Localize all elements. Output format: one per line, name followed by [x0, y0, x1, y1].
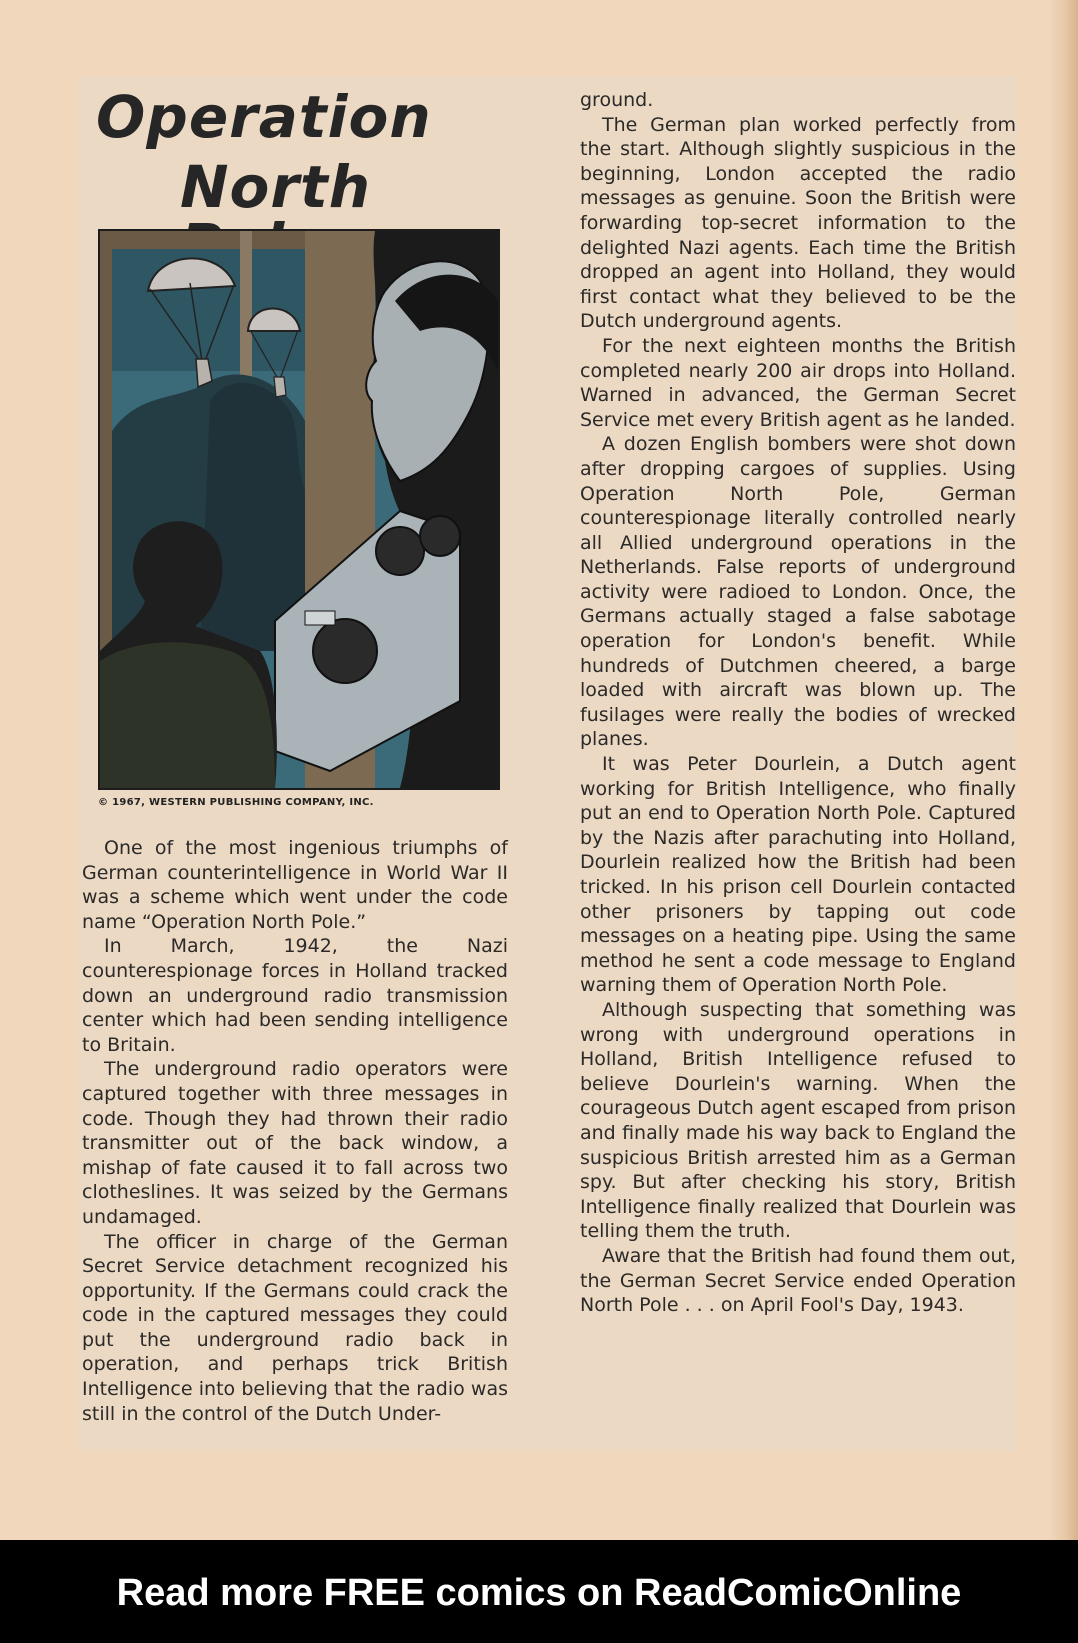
paragraph: Aware that the British had found them out, the German Secret Service ended Operation North Pole . . . on April Fool's Day, 1943.	[580, 1244, 1016, 1317]
article-column-left	[82, 836, 508, 1426]
article-title	[90, 78, 520, 228]
paragraph-continuation: ground.	[580, 89, 654, 111]
paragraph: The underground radio operators were captured together with three messages in code. Though they had thrown their radio transmitter out of the back window, a mishap of fate caused it to fall across two clotheslines. It was seized by the Germans undamaged.	[82, 1058, 508, 1228]
paragraph: It was Peter Dourlein, a Dutch agent working for British Intelligence, who finally put an end to Operation North Pole. Captured by the Nazis after parachuting into Holland, Dourlein realized how the British had been tricked. In his prison cell Dourlein contacted other prisoners by tapping out code messages on a heating pipe. Using the same method he sent a code message to England warning them of Operation North Pole.	[580, 753, 1016, 997]
paragraph: Although suspecting that something was wrong with underground operations in Holland, British Intelligence refused to believe Dourlein's warning. When the courageous Dutch agent escaped from prison and finally made his way back to England the suspicious British arrested him as a German spy. But after checking his story, British Intelligence finally realized that Dourlein was telling them the truth.	[580, 998, 1016, 1243]
title-line-1: Operation	[96, 83, 432, 151]
paragraph: For the next eighteen months the British completed nearly 200 air drops into Holland. Warned in advanced, the German Secret Service met every British agent as he landed.	[580, 334, 1016, 431]
page-edge-shadow	[1048, 0, 1078, 1540]
paragraph: The officer in charge of the German Secret Service detachment recognized his opportunity. If the Germans could crack the code in the captured messages they could put the underground radio back in operation, and perhaps trick British Intelligence into believing that the radio was still in the control of the Dutch Under-	[82, 1230, 508, 1425]
paragraph: One of the most ingenious triumphs of German counterintelligence in World War II was a scheme which went under the code name “Operation North Pole.”	[82, 837, 508, 933]
illustration-radio-operator	[98, 229, 500, 790]
paragraph: In March, 1942, the Nazi counterespionage forces in Holland tracked down an underground radio transmission center which had been sending intelligence to Britain.	[82, 935, 508, 1056]
paragraph: The German plan worked perfectly from the start. Although slightly suspicious in the beginning, London accepted the radio messages as genuine. Soon the British were forwarding top-secret information to the delighted Nazi agents. Each time the British dropped an agent into Holland, they would first contact what they believed to be the Dutch underground agents.	[580, 113, 1016, 333]
promo-banner-text: Read more FREE comics on ReadComicOnline	[116, 1572, 962, 1614]
paragraph: A dozen English bombers were shot down after dropping cargoes of supplies. Using Operation North Pole, German counterespionage literally controlled nearly all Allied underground operations in the Netherlands. False reports of underground activity were radioed to London. Once, the Germans actually staged a false sabotage operation for London's benefit. While hundreds of Dutchmen cheered, a barge loaded with aircraft was blown up. The fusilages were really the bodies of wrecked planes.	[580, 433, 1016, 751]
title-line-2: North	[180, 153, 372, 221]
image-credit: © 1967, WESTERN PUBLISHING COMPANY, INC.	[98, 797, 374, 808]
promo-banner	[0, 1540, 1078, 1643]
article-column-right	[580, 88, 1016, 1318]
